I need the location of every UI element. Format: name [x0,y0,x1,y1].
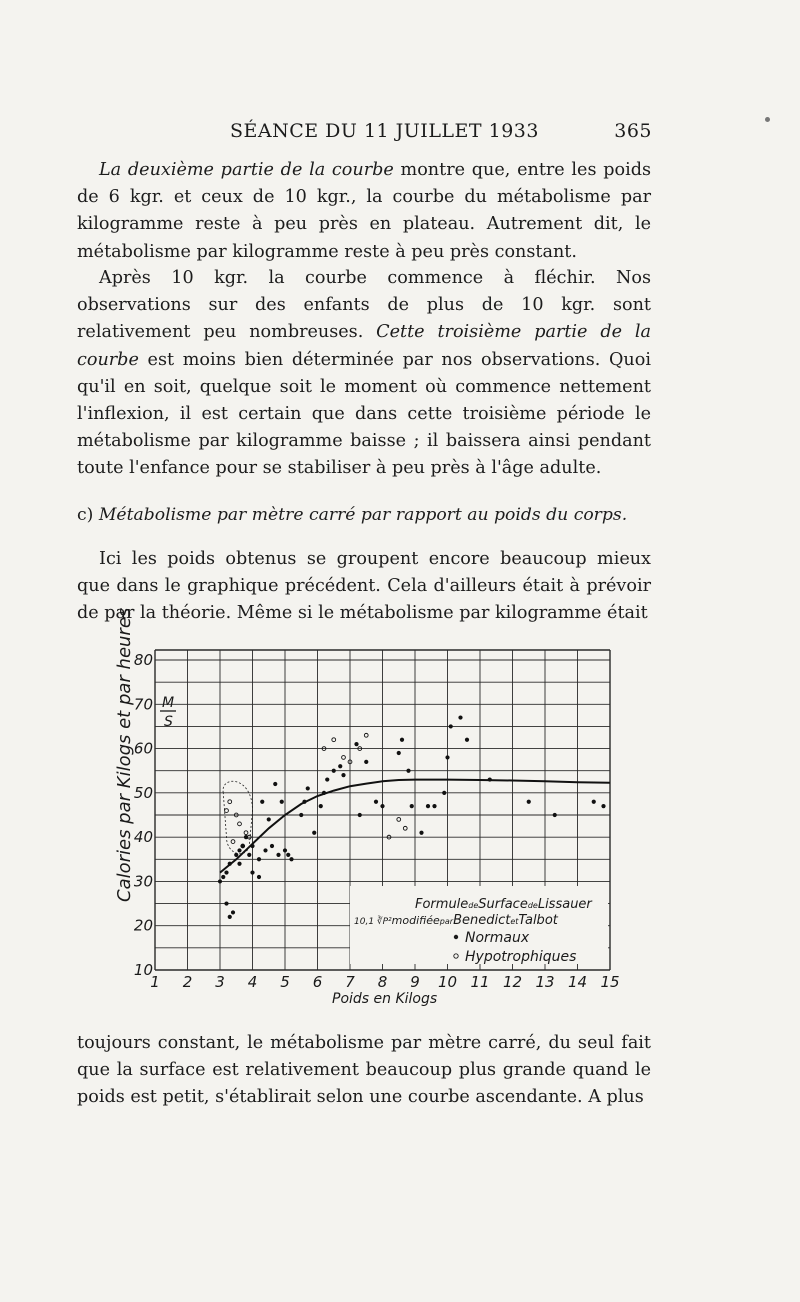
normal-point [260,800,264,804]
normal-point [312,831,316,835]
normal-point [332,769,336,773]
normal-point [263,848,267,852]
y-axis-ticks [134,651,153,979]
y-tick-label: 50 [133,783,153,802]
paragraph-2-italic: Cette troisième partie de la courbe [77,322,651,370]
normal-point [286,853,290,857]
normal-point [250,870,254,874]
normal-point [325,777,329,781]
normal-point [257,857,261,861]
normal-point [406,769,410,773]
paragraph-3-text: Ici les poids obtenus se groupent encore beaucoup mieux que dans le graphique précédent. Cela d'ailleurs était à prévoir de par la théorie. Même si le métabolisme par kilogramme était [77,549,651,624]
normal-point [319,804,323,808]
hypotrophic-point [364,733,368,737]
normal-point [250,844,254,848]
y-axis-label: Calories par Kilogs et par heures [114,607,135,902]
normal-point [364,760,368,764]
normal-point [410,804,414,808]
paragraph-1-italic: La deuxième partie de la courbe [99,160,394,180]
hypotrophic-point [342,756,346,760]
normal-point [341,773,345,777]
x-tick-label: 9 [410,973,420,991]
legend-line2-f: Talbot [518,913,558,928]
section-title: Métabolisme par mètre carré par rapport au poids du corps. [98,505,628,525]
y-tick-label: 60 [133,739,153,758]
legend-line2-e: et [510,917,519,926]
normal-point [338,764,342,768]
normal-point [234,853,238,857]
paragraph-4-text: toujours constant, le métabolisme par mètre carré, du seul fait que la surface est relativement beaucoup plus grande quand le poids est petit, s'établirait selon une courbe ascendante. A plus [77,1033,651,1108]
x-tick-label: 13 [535,973,555,991]
paragraph-1 [77,157,651,266]
x-tick-label: 5 [280,973,290,991]
normal-point [237,862,241,866]
x-axis-ticks [150,973,619,991]
normal-point [283,848,287,852]
section-heading [77,505,651,525]
hypotrophic-point [228,800,232,804]
paragraph-2-text-b: est moins bien déterminée par nos observations. Quoi qu'il en soit, quelque soit le moment où commence nettement l'inflexion, il est certain que dans cette troisième période le métabolisme par kilogramme baisse ; il baissera ainsi pendant toute l'enfance pour se stabiliser à peu près à l'âge adulte. [77,349,651,479]
y-tick-label: 40 [133,828,153,847]
normal-point [299,813,303,817]
x-tick-label: 10 [437,973,458,991]
normal-point [380,804,384,808]
legend-line2-a: 10,1 ∛P² [354,917,392,927]
hypotrophic-point [244,831,248,835]
normal-point [374,800,378,804]
normal-point [218,879,222,883]
legend-line2-d: Benedict [453,913,511,928]
x-tick-label: 6 [312,973,323,991]
page-number: 365 [614,120,652,142]
legend-normal-marker [454,935,458,939]
legend-line1-c: Surface [478,897,528,912]
paper-mark [765,117,770,122]
x-tick-label: 7 [345,973,355,991]
unit-label-m: M [162,695,175,711]
paragraph-2-text-a: Après 10 kgr. la courbe commence à fléchir. Nos observations sur des enfants de plus de 10 kgr. sont relativement peu nombreuses. [77,268,651,343]
normal-point [449,724,453,728]
normal-point [237,848,241,852]
normal-point [276,853,280,857]
x-tick-label: 4 [247,973,258,991]
normal-point [419,831,423,835]
y-tick-label: 80 [133,651,153,669]
normal-point [228,915,232,919]
legend-item-hypotrophiques: Hypotrophiques [465,949,577,965]
x-tick-label: 8 [377,973,388,991]
hypotrophic-point [397,818,401,822]
normal-point [488,777,492,781]
svg-text:FormuledeSurfacedeLissauer [415,897,593,912]
x-axis-label: Poids en Kilogs [332,991,438,1007]
x-tick-label: 3 [215,973,225,991]
normal-point [270,844,274,848]
paragraph-3 [77,546,651,628]
legend-line1-b: de [468,901,479,910]
y-tick-label: 10 [133,961,153,979]
legend-line2-b: modifiée [391,914,440,927]
legend-line2-c: par [439,917,454,926]
normal-point [302,800,306,804]
legend [350,886,608,965]
normal-point [592,800,596,804]
paragraph-2 [77,265,651,483]
y-tick-label: 20 [133,916,153,935]
normal-point [322,791,326,795]
normal-point [289,857,293,861]
normal-point [273,782,277,786]
unit-label-s: S [164,714,173,730]
normal-point [224,870,228,874]
normal-point [397,751,401,755]
normal-point [306,786,310,790]
normal-point [280,800,284,804]
normal-point [445,755,449,759]
normal-point [358,813,362,817]
x-tick-label: 2 [182,973,193,991]
normal-point [247,853,251,857]
normal-point [221,875,225,879]
x-tick-label: 12 [502,973,523,991]
normal-point [432,804,436,808]
normal-point [458,715,462,719]
hypotrophic-point [225,809,229,813]
x-tick-label: 11 [470,973,490,991]
running-title: SÉANCE DU 11 JUILLET 1933 [230,120,539,142]
normal-point [400,738,404,742]
legend-line1-a: Formule [415,897,469,912]
normal-point [231,910,235,914]
hypotrophic-cluster-outline [223,781,252,854]
normal-point [553,813,557,817]
hypotrophic-point [332,738,336,742]
y-tick-label: 30 [133,872,153,891]
x-tick-label: 1 [150,973,160,991]
normal-point [527,800,531,804]
normal-point [354,742,358,746]
metabolism-chart [100,607,640,1020]
normal-point [465,738,469,742]
paragraph-1-text: montre que, entre les poids de 6 kgr. et ceux de 10 kgr., la courbe du métabolisme par kilogramme reste à peu près en plateau. Autrement dit, le métabolisme par kilogramme reste à peu près constant. [77,160,651,262]
legend-line1-e: Lissauer [537,897,592,912]
normal-point [228,862,232,866]
normal-point [257,875,261,879]
section-label: c) [77,505,94,525]
legend-item-normaux: Normaux [465,930,530,946]
y-tick-label: 70 [133,695,153,714]
normal-point [426,804,430,808]
x-tick-label: 14 [567,973,588,991]
chart-svg [100,607,640,1020]
normal-point [267,817,271,821]
x-tick-label: 15 [600,973,620,991]
normal-point [442,791,446,795]
legend-line1-d: de [527,901,538,910]
hypotrophic-point [231,840,235,844]
paragraph-4 [77,1030,651,1112]
normal-point [224,901,228,905]
normal-point [601,804,605,808]
hypotrophic-point [403,826,407,830]
hypotrophic-point [238,822,242,826]
